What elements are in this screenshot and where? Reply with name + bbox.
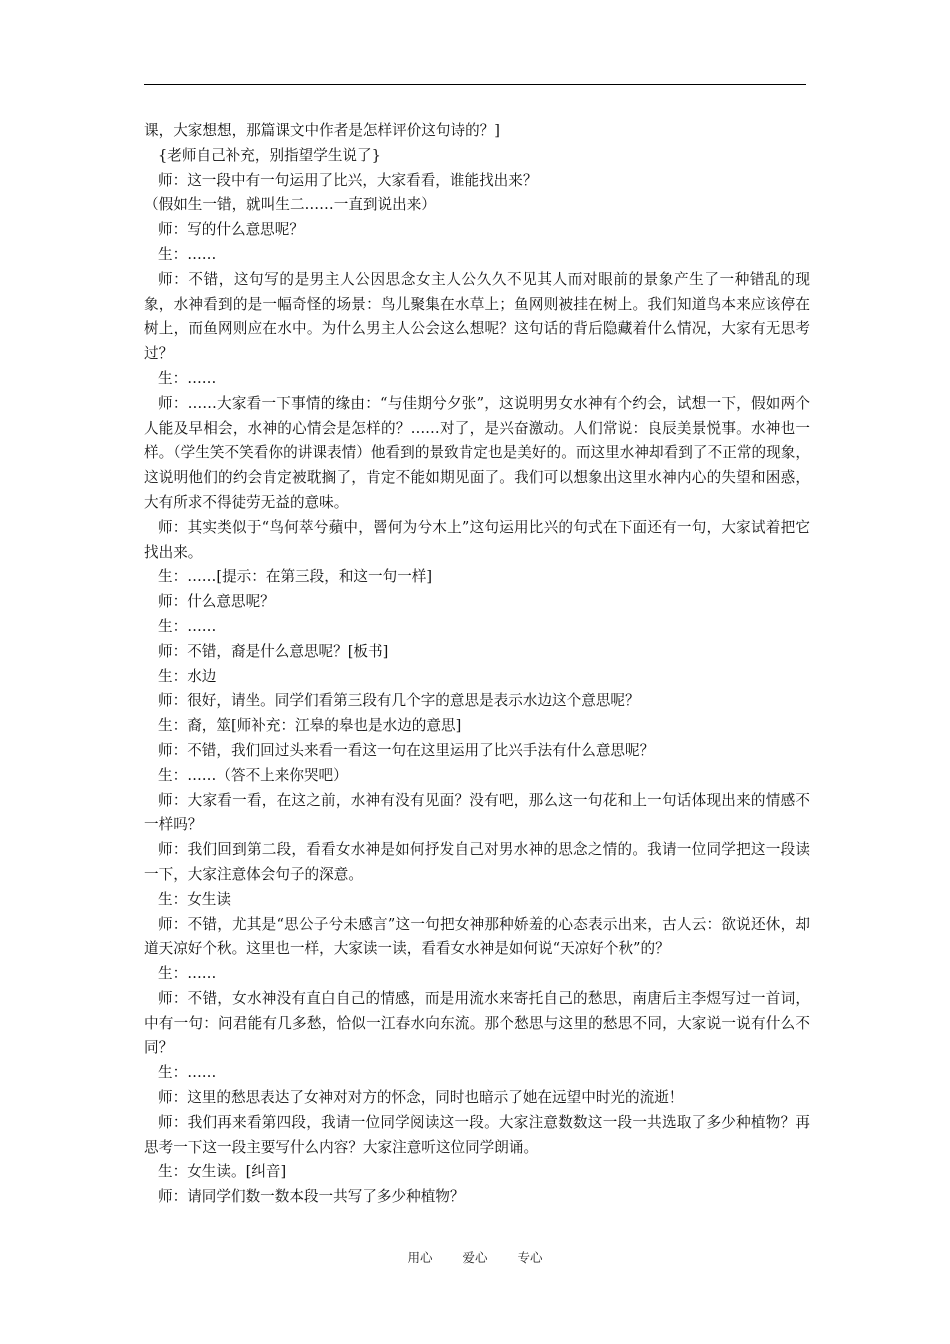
- paragraph: 师：写的什么意思呢？: [158, 221, 304, 239]
- footer-word-1: 用心: [407, 1250, 433, 1265]
- paragraph: {老师自己补充，别指望学生说了}: [158, 146, 381, 164]
- paragraph: 师：请同学们数一数本段一共写了多少种植物？: [158, 1188, 465, 1206]
- paragraph: 师：我们回到第二段，看看女水神是如何抒发自己对男水神的思念之情的。我请一位同学把这一段读一下，大家注意体会句子的深意。: [144, 841, 810, 883]
- paragraph: 生：……（答不上来你哭吧）: [158, 766, 348, 784]
- paragraph: 师：大家看一看，在这之前，水神有没有见面？没有吧，那么这一句花和上一句话体现出来的情感不一样吗？: [144, 791, 810, 834]
- paragraph: 生：……[提示：在第三段，和这一句一样]: [158, 568, 433, 586]
- paragraph: 生：……: [158, 1064, 217, 1082]
- paragraph: 生：女生读。[纠音]: [158, 1163, 287, 1181]
- paragraph: 师：这里的愁思表达了女神对对方的怀念，同时也暗示了她在远望中时光的流逝！: [158, 1089, 684, 1107]
- paragraph: 师：不错，我们回过头来看一看这一句在这里运用了比兴手法有什么意思呢？: [158, 741, 655, 759]
- paragraph: （假如生一错，就叫生二……一直到说出来）: [144, 196, 436, 214]
- paragraph: 师：其实类似于“鸟何萃兮蘋中，罾何为兮木上”这句运用比兴的句式在下面还有一句，大家试着把它找出来。: [144, 518, 810, 561]
- header-rule: [144, 84, 806, 85]
- paragraph: 课，大家想想，那篇课文中作者是怎样评价这句诗的？]: [144, 122, 500, 139]
- paragraph: 生：水边: [158, 667, 217, 685]
- paragraph: 生：……: [158, 245, 217, 263]
- paragraph: 生：……: [158, 617, 217, 635]
- footer-word-2: 爱心: [462, 1250, 488, 1265]
- paragraph: 师：不错，这句写的是男主人公因思念女主人公久久不见其人而对眼前的景象产生了一种错乱的现象，水神看到的是一幅奇怪的场景：鸟儿聚集在水草上；鱼网则被挂在树上。我们知道鸟本来应该停在树上，而鱼网则应在水中。为什么男主人公会这么想呢？这句话的背后隐藏着什么情况，大家有无思考过？: [144, 270, 810, 363]
- paragraph: 师：我们再来看第四段，我请一位同学阅读这一段。大家注意数数这一段一共选取了多少种植物？再思考一下这一段主要写什么内容？大家注意听这位同学朗诵。: [144, 1113, 810, 1156]
- paragraph: 师：很好，请坐。同学们看第三段有几个字的意思是表示水边这个意思呢？: [158, 692, 640, 710]
- paragraph: 师：这一段中有一句运用了比兴，大家看看，谁能找出来？: [158, 171, 538, 189]
- paragraph: 师：……大家看一下事情的缘由：“与佳期兮夕张”，这说明男女水神有个约会，试想一下，假如两个人能及早相会，水神的心情会是怎样的？……对了，是兴奋激动。人们常说：良辰美景悦事。水神也一样。（学生笑不笑看你的讲课表情）他看到的景致肯定也是美好的。而这里水神却看到了不正常的现象，这说明他们的约会肯定被耽搁了，肯定不能如期见面了。我们可以想象出这里水神内心的失望和困惑，大有所求不得徒劳无益的意味。: [144, 394, 810, 511]
- paragraph: 师：不错，尤其是“思公子兮未感言”这一句把女神那种娇羞的心态表示出来，古人云：欲说还休，却道天凉好个秋。这里也一样，大家读一读，看看女水神是如何说“天凉好个秋”的？: [144, 915, 810, 958]
- paragraph: 生：裔，筮[师补充：江皋的皋也是水边的意思]: [158, 717, 462, 735]
- paragraph: 生：女生读: [158, 890, 231, 908]
- footer-word-3: 专心: [517, 1250, 543, 1265]
- paragraph: 师：不错，裔是什么意思呢？[板书]: [158, 642, 389, 660]
- paragraph: 生：……: [158, 369, 217, 387]
- document-body: [144, 119, 810, 1210]
- paragraph: 生：……: [158, 965, 217, 983]
- paragraph: 师：不错，女水神没有直白自己的情感，而是用流水来寄托自己的愁思，南唐后主李煜写过一首词，中有一句：问君能有几多愁，恰似一江春水向东流。那个愁思与这里的愁思不同，大家说一说有什么不同？: [144, 989, 810, 1057]
- paragraph: 师：什么意思呢？: [158, 593, 275, 611]
- page-footer: [0, 1248, 950, 1266]
